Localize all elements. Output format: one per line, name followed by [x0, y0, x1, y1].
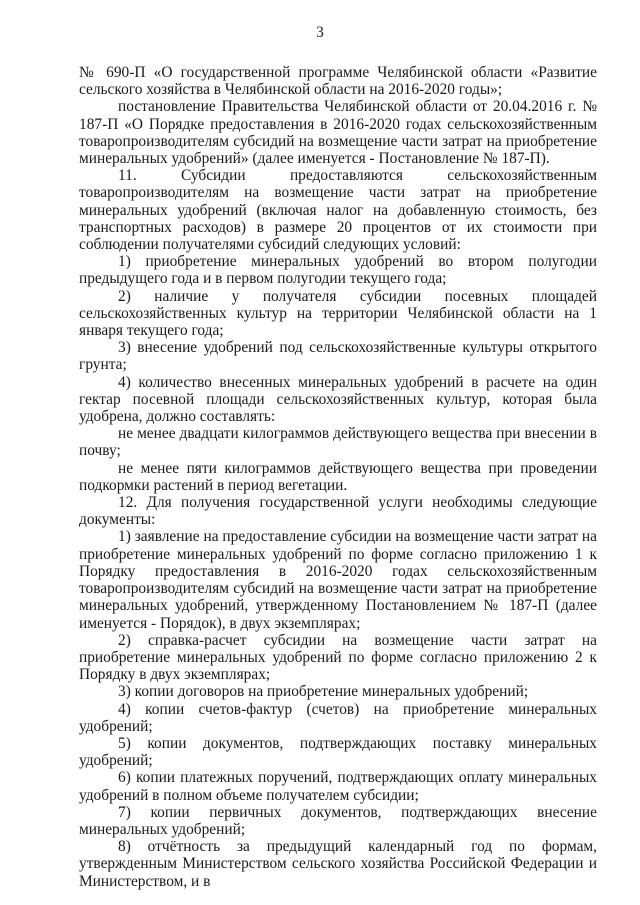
- paragraph-vegetation-norm: не менее пяти килограммов действующего вещества при проведении подкормки растений в период вегетации.: [79, 459, 597, 494]
- paragraph-document-2: 2) справка-расчет субсидии на возмещение части затрат на приобретение минеральных удобрений по форме согласно приложению 2 к Порядку в двух экземплярах;: [79, 631, 597, 684]
- document-body: [79, 64, 597, 890]
- paragraph-condition-2: 2) наличие у получателя субсидии посевных площадей сельскохозяйственных культур на территории Челябинской области на 1 января текущего года;: [79, 287, 597, 340]
- paragraph-condition-3: 3) внесение удобрений под сельскохозяйственные культуры открытого грунта;: [79, 339, 597, 374]
- paragraph-document-5: 5) копии документов, подтверждающих поставку минеральных удобрений;: [79, 734, 597, 770]
- paragraph-continuation: № 690-П «О государственной программе Челябинской области «Развитие сельского хозяйства в Челябинской области на 2016-2020 годы»;: [79, 64, 597, 99]
- paragraph-resolution-187: постановление Правительства Челябинской области от 20.04.2016 г. № 187-П «О Порядке предоставления в 2016-2020 годах сельскохозяйственным товаропроизводителям субсидий на возмещение части затрат на приобретение минеральных удобрений» (далее именуется - Постановление № 187-П).: [79, 98, 597, 168]
- paragraph-document-1: 1) заявление на предоставление субсидии на возмещение части затрат на приобретение минеральных удобрений по форме согласно приложению 1 к Порядку предоставления в 2016-2020 годах сельскохозяйственным товаропроизводителям субсидий на возмещение части затрат на приобретение минеральных удобрений, утвержденному Постановлением № 187-П (далее именуется - Порядок), в двух экземплярах;: [79, 528, 597, 632]
- paragraph-document-8: 8) отчётность за предыдущий календарный год по формам, утвержденным Министерством сельского хозяйства Российской Федерации и Министерством, и в: [79, 838, 597, 890]
- paragraph-document-3: 3) копии договоров на приобретение минеральных удобрений;: [118, 683, 529, 701]
- page-number: 3: [316, 24, 324, 41]
- paragraph-document-6: 6) копии платежных поручений, подтверждающих оплату минеральных удобрений в полном объеме получателем субсидии;: [79, 769, 597, 804]
- paragraph-document-7: 7) копии первичных документов, подтверждающих внесение минеральных удобрений;: [79, 803, 597, 838]
- paragraph-condition-1: 1) приобретение минеральных удобрений во втором полугодии предыдущего года и в первом полугодии текущего года;: [79, 253, 597, 288]
- paragraph-item-12: 12. Для получения государственной услуги необходимы следующие документы:: [79, 494, 597, 529]
- paragraph-condition-4: 4) количество внесенных минеральных удобрений в расчете на один гектар посевной площади сельскохозяйственных культур, которая была удобрена, должно составлять:: [79, 373, 597, 426]
- paragraph-item-11: 11. Субсидии предоставляются сельскохозяйственным товаропроизводителям на возмещение части затрат на приобретение минеральных удобрений (включая налог на добавленную стоимость, без транспортных расходов) в размере 20 процентов от их стоимости при соблюдении получателями субсидий следующих условий:: [79, 167, 597, 254]
- paragraph-soil-norm: не менее двадцати килограммов действующего вещества при внесении в почву;: [79, 425, 597, 460]
- paragraph-document-4: 4) копии счетов-фактур (счетов) на приобретение минеральных удобрений;: [79, 700, 597, 735]
